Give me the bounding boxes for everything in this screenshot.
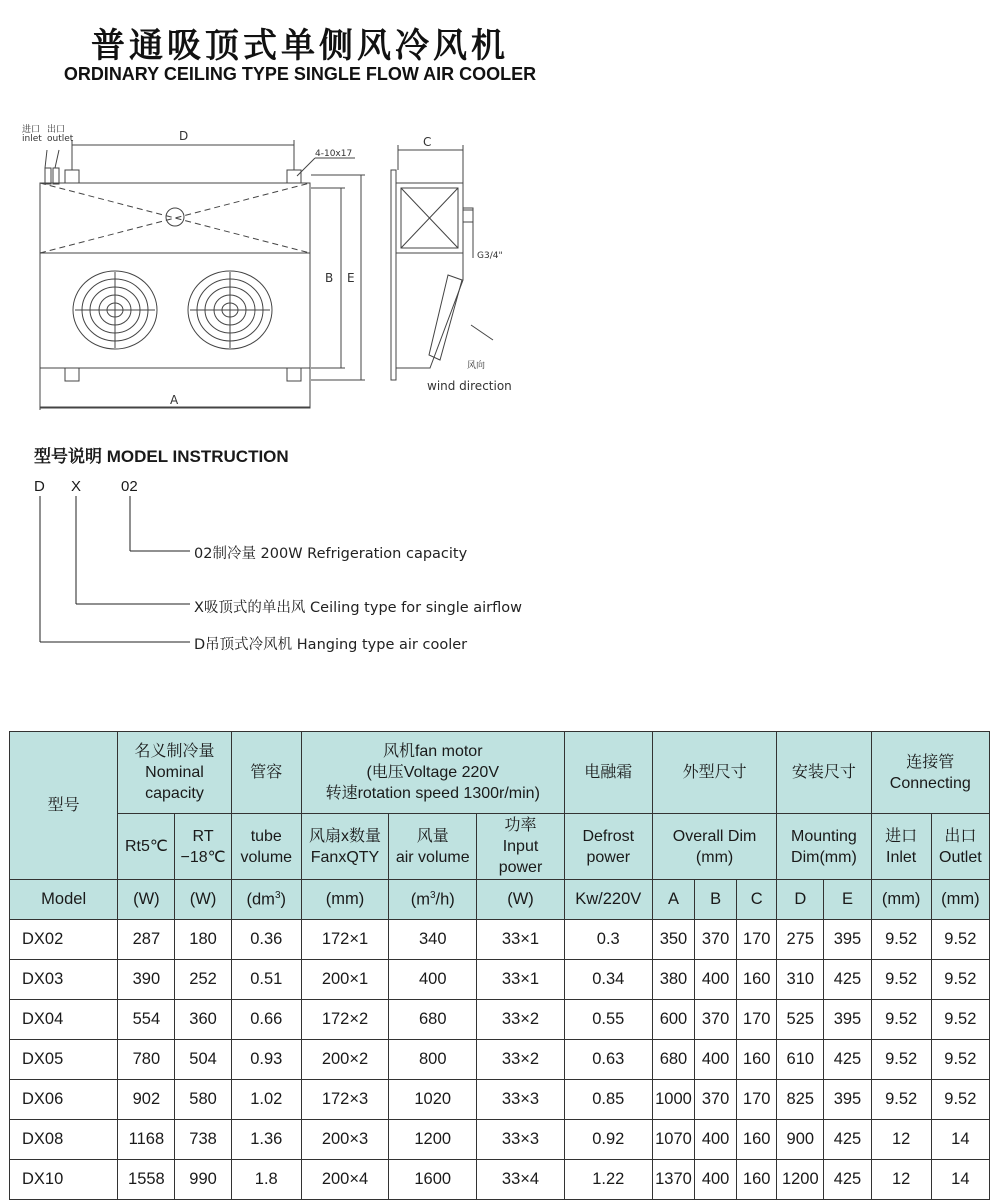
table-cell: 400 bbox=[695, 1120, 737, 1160]
table-cell: 680 bbox=[389, 1000, 477, 1040]
table-cell: 172×2 bbox=[301, 1000, 388, 1040]
table-cell: 395 bbox=[824, 920, 871, 960]
model-cell: DX03 bbox=[10, 960, 118, 1000]
table-row bbox=[10, 1040, 990, 1080]
table-cell: 200×4 bbox=[301, 1160, 388, 1200]
table-cell: 9.52 bbox=[931, 1080, 989, 1120]
table-cell: 425 bbox=[824, 1160, 871, 1200]
table-cell: 738 bbox=[175, 1120, 231, 1160]
table-cell: 12 bbox=[871, 1160, 931, 1200]
table-cell: 350 bbox=[652, 920, 694, 960]
table-cell: 554 bbox=[118, 1000, 175, 1040]
table-cell: 14 bbox=[931, 1120, 989, 1160]
table-cell: 33×2 bbox=[477, 1000, 564, 1040]
dim-b-label: B bbox=[325, 271, 334, 285]
unit-model: Model bbox=[10, 880, 118, 920]
unit-m3h: $(m^3/h)$ bbox=[389, 880, 477, 920]
table-cell: 160 bbox=[737, 1160, 777, 1200]
header-overall-dim: Overall Dim (mm) bbox=[652, 814, 776, 880]
header-input-power: 功率 Input power bbox=[477, 814, 564, 880]
table-cell: 825 bbox=[777, 1080, 824, 1120]
header-row-1 bbox=[10, 732, 990, 814]
unit-b: B bbox=[695, 880, 737, 920]
outlet-en-label: outlet bbox=[47, 134, 74, 144]
title-chinese: 普通吸顶式单侧风冷风机 bbox=[91, 26, 509, 66]
table-cell: 0.93 bbox=[231, 1040, 301, 1080]
header-tube-volume: tube volume bbox=[231, 814, 301, 880]
header-fan-qty: 风扇x数量 FanxQTY bbox=[301, 814, 388, 880]
header-air-volume: 风量 air volume bbox=[389, 814, 477, 880]
table-cell: 0.55 bbox=[564, 1000, 652, 1040]
table-cell: 9.52 bbox=[931, 920, 989, 960]
code-02: 02 bbox=[121, 478, 138, 495]
table-cell: 9.52 bbox=[871, 1040, 931, 1080]
table-cell: 9.52 bbox=[871, 1000, 931, 1040]
table-cell: 580 bbox=[175, 1080, 231, 1120]
dim-e-label: E bbox=[347, 271, 355, 285]
table-cell: 1070 bbox=[652, 1120, 694, 1160]
header-outlet: 出口 Outlet bbox=[931, 814, 989, 880]
table-cell: 1.22 bbox=[564, 1160, 652, 1200]
desc-ceiling-type: X吸顶式的单出风 Ceiling type for single airflow bbox=[194, 600, 522, 616]
table-cell: 425 bbox=[824, 960, 871, 1000]
dim-a-label: A bbox=[170, 393, 179, 407]
table-cell: 780 bbox=[118, 1040, 175, 1080]
inlet-cn-label: 进口 bbox=[22, 125, 41, 135]
table-cell: 9.52 bbox=[931, 1040, 989, 1080]
code-x: X bbox=[71, 478, 82, 495]
table-cell: 160 bbox=[737, 1120, 777, 1160]
table-cell: 252 bbox=[175, 960, 231, 1000]
table-cell: 9.52 bbox=[931, 960, 989, 1000]
header-connecting: 连接管 Connecting bbox=[871, 732, 989, 814]
table-row bbox=[10, 1080, 990, 1120]
table-cell: 400 bbox=[389, 960, 477, 1000]
header-mounting-dim: Mounting Dim(mm) bbox=[777, 814, 871, 880]
table-cell: 33×2 bbox=[477, 1040, 564, 1080]
table-cell: 33×3 bbox=[477, 1080, 564, 1120]
table-cell: 380 bbox=[652, 960, 694, 1000]
table-cell: 170 bbox=[737, 920, 777, 960]
table-cell: 200×1 bbox=[301, 960, 388, 1000]
spec-table bbox=[9, 731, 990, 1200]
unit-mm2: (mm) bbox=[871, 880, 931, 920]
header-rt18: RT −18℃ bbox=[175, 814, 231, 880]
header-mount-cn: 安装尺寸 bbox=[777, 732, 871, 814]
fan-left bbox=[73, 271, 157, 349]
table-cell: 370 bbox=[695, 1080, 737, 1120]
header-tube-cn: 管容 bbox=[231, 732, 301, 814]
table-cell: 170 bbox=[737, 1080, 777, 1120]
unit-mm1: (mm) bbox=[301, 880, 388, 920]
table-cell: 390 bbox=[118, 960, 175, 1000]
table-cell: 9.52 bbox=[931, 1000, 989, 1040]
table-cell: 160 bbox=[737, 960, 777, 1000]
table-cell: 33×1 bbox=[477, 960, 564, 1000]
table-cell: 0.63 bbox=[564, 1040, 652, 1080]
model-code-connector-lines bbox=[30, 476, 590, 656]
unit-d: D bbox=[777, 880, 824, 920]
table-cell: 9.52 bbox=[871, 920, 931, 960]
model-cell: DX10 bbox=[10, 1160, 118, 1200]
outlet-cn-label: 出口 bbox=[47, 125, 66, 135]
table-cell: 370 bbox=[695, 920, 737, 960]
table-row bbox=[10, 1000, 990, 1040]
technical-drawing bbox=[15, 110, 535, 420]
model-cell: DX05 bbox=[10, 1040, 118, 1080]
table-cell: 610 bbox=[777, 1040, 824, 1080]
model-cell: DX06 bbox=[10, 1080, 118, 1120]
table-cell: 504 bbox=[175, 1040, 231, 1080]
table-cell: 340 bbox=[389, 920, 477, 960]
code-d: D bbox=[34, 478, 45, 495]
table-cell: 180 bbox=[175, 920, 231, 960]
title-english: ORDINARY CEILING TYPE SINGLE FLOW AIR COOLER bbox=[63, 64, 537, 84]
table-cell: 395 bbox=[824, 1080, 871, 1120]
wind-en-label: wind direction bbox=[427, 379, 512, 393]
table-cell: 1168 bbox=[118, 1120, 175, 1160]
table-cell: 14 bbox=[931, 1160, 989, 1200]
header-rt5: Rt5℃ bbox=[118, 814, 175, 880]
table-cell: 400 bbox=[695, 960, 737, 1000]
desc-capacity: 02制冷量 200W Refrigeration capacity bbox=[194, 546, 468, 562]
table-cell: 0.51 bbox=[231, 960, 301, 1000]
model-cell: DX04 bbox=[10, 1000, 118, 1040]
table-cell: 425 bbox=[824, 1120, 871, 1160]
drain-label: G3/4" bbox=[477, 251, 503, 261]
drain-port bbox=[166, 208, 184, 226]
unit-mm3: (mm) bbox=[931, 880, 989, 920]
header-fan-motor: 风机fan motor (电压Voltage 220V 转速rotation speed 1300r/min) bbox=[301, 732, 564, 814]
table-body bbox=[10, 920, 990, 1200]
table-cell: 12 bbox=[871, 1120, 931, 1160]
unit-e: E bbox=[824, 880, 871, 920]
table-cell: 1020 bbox=[389, 1080, 477, 1120]
header-defrost-power: Defrost power bbox=[564, 814, 652, 880]
dim-c-label: C bbox=[423, 135, 432, 149]
header-overall-cn: 外型尺寸 bbox=[652, 732, 776, 814]
unit-w1: (W) bbox=[118, 880, 175, 920]
table-cell: 400 bbox=[695, 1040, 737, 1080]
table-cell: 287 bbox=[118, 920, 175, 960]
unit-w3: (W) bbox=[477, 880, 564, 920]
table-cell: 902 bbox=[118, 1080, 175, 1120]
table-cell: 200×3 bbox=[301, 1120, 388, 1160]
table-cell: 800 bbox=[389, 1040, 477, 1080]
table-cell: 170 bbox=[737, 1000, 777, 1040]
table-cell: 0.34 bbox=[564, 960, 652, 1000]
unit-c: C bbox=[737, 880, 777, 920]
table-cell: 990 bbox=[175, 1160, 231, 1200]
table-row bbox=[10, 920, 990, 960]
table-cell: 172×1 bbox=[301, 920, 388, 960]
table-cell: 9.52 bbox=[871, 1080, 931, 1120]
model-cell: DX02 bbox=[10, 920, 118, 960]
model-instruction-title: 型号说明 MODEL INSTRUCTION bbox=[34, 447, 289, 466]
table-cell: 1600 bbox=[389, 1160, 477, 1200]
table-cell: 900 bbox=[777, 1120, 824, 1160]
table-cell: 1200 bbox=[389, 1120, 477, 1160]
table-row bbox=[10, 1120, 990, 1160]
table-cell: 1.36 bbox=[231, 1120, 301, 1160]
unit-a: A bbox=[652, 880, 694, 920]
table-cell: 0.36 bbox=[231, 920, 301, 960]
table-cell: 172×3 bbox=[301, 1080, 388, 1120]
desc-hanging-type: D吊顶式冷风机 Hanging type air cooler bbox=[194, 637, 468, 653]
table-cell: 33×4 bbox=[477, 1160, 564, 1200]
table-cell: 400 bbox=[695, 1160, 737, 1200]
table-cell: 525 bbox=[777, 1000, 824, 1040]
table-cell: 600 bbox=[652, 1000, 694, 1040]
table-cell: 1.02 bbox=[231, 1080, 301, 1120]
table-cell: 680 bbox=[652, 1040, 694, 1080]
table-cell: 370 bbox=[695, 1000, 737, 1040]
table-cell: 0.66 bbox=[231, 1000, 301, 1040]
table-cell: 425 bbox=[824, 1040, 871, 1080]
table-cell: 1200 bbox=[777, 1160, 824, 1200]
table-cell: 1370 bbox=[652, 1160, 694, 1200]
header-nominal: 名义制冷量 Nominal capacity bbox=[118, 732, 231, 814]
wind-cn-label: 风向 bbox=[467, 361, 486, 371]
units-row bbox=[10, 880, 990, 920]
table-cell: 0.92 bbox=[564, 1120, 652, 1160]
dim-d-label: D bbox=[179, 129, 189, 143]
table-cell: 0.85 bbox=[564, 1080, 652, 1120]
table-cell: 1558 bbox=[118, 1160, 175, 1200]
table-cell: 275 bbox=[777, 920, 824, 960]
inlet-en-label: inlet bbox=[22, 134, 42, 144]
table-cell: 395 bbox=[824, 1000, 871, 1040]
holes-label: 4-10x17 bbox=[315, 149, 353, 159]
table-cell: 33×1 bbox=[477, 920, 564, 960]
table-cell: 1000 bbox=[652, 1080, 694, 1120]
table-cell: 0.3 bbox=[564, 920, 652, 960]
table-cell: 9.52 bbox=[871, 960, 931, 1000]
table-cell: 1.8 bbox=[231, 1160, 301, 1200]
table-cell: 200×2 bbox=[301, 1040, 388, 1080]
table-cell: 33×3 bbox=[477, 1120, 564, 1160]
model-cell: DX08 bbox=[10, 1120, 118, 1160]
header-model-cn: 型号 bbox=[10, 732, 118, 880]
unit-w2: (W) bbox=[175, 880, 231, 920]
unit-dm3: $(dm^3)$ bbox=[231, 880, 301, 920]
header-row-2 bbox=[10, 814, 990, 880]
table-row bbox=[10, 1160, 990, 1200]
table-cell: 160 bbox=[737, 1040, 777, 1080]
table-cell: 360 bbox=[175, 1000, 231, 1040]
fan-right bbox=[188, 271, 272, 349]
header-defrost-cn: 电融霜 bbox=[564, 732, 652, 814]
header-inlet: 进口 Inlet bbox=[871, 814, 931, 880]
table-cell: 310 bbox=[777, 960, 824, 1000]
unit-kw: Kw/220V bbox=[564, 880, 652, 920]
table-row bbox=[10, 960, 990, 1000]
